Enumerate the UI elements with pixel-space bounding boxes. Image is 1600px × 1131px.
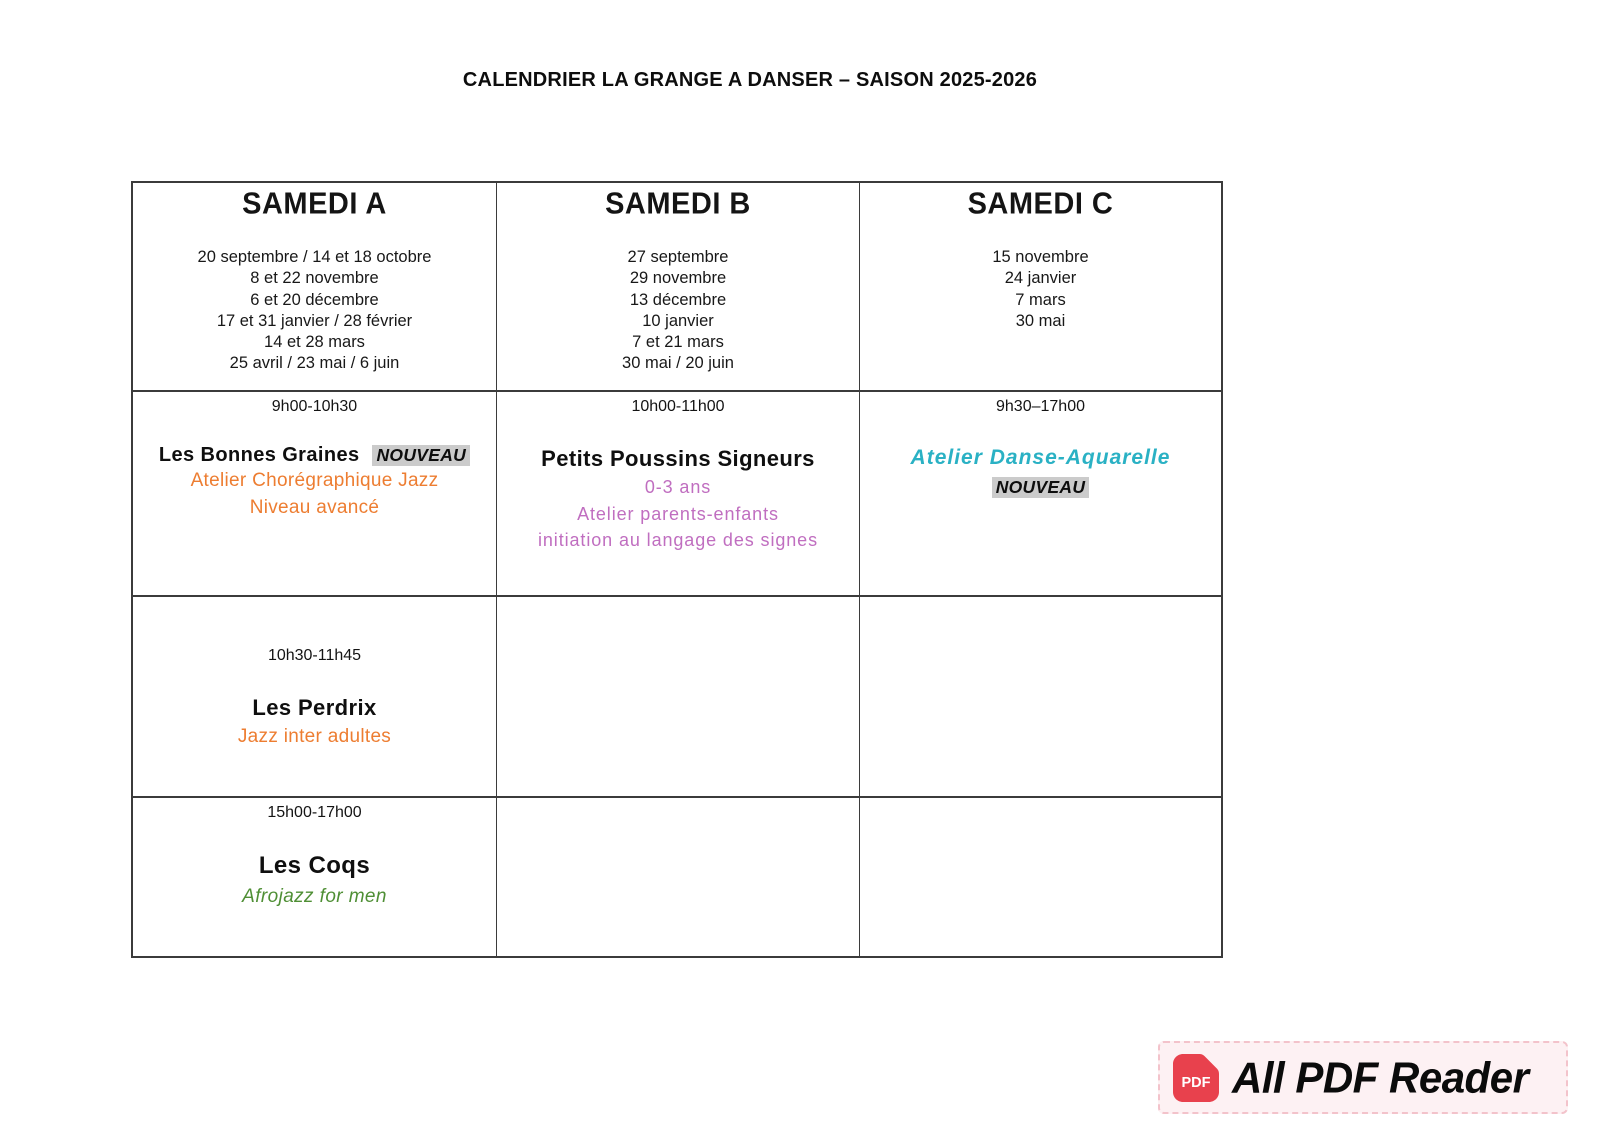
date-line: 7 mars bbox=[1015, 290, 1066, 309]
time-label: 9h30–17h00 bbox=[996, 398, 1085, 415]
dates-list-samedi-a bbox=[198, 247, 432, 375]
activity-cell-atelier-danse-aquarelle bbox=[860, 392, 1221, 597]
activity-title: Les Coqs bbox=[258, 852, 371, 879]
activity-description: initiation au langage des signes bbox=[538, 530, 818, 550]
empty-cell bbox=[497, 798, 860, 956]
header-cell-samedi-b bbox=[497, 183, 860, 392]
nouveau-badge: NOUVEAU bbox=[372, 445, 470, 466]
activity-age-range: 0-3 ans bbox=[644, 477, 712, 497]
activity-content bbox=[238, 693, 391, 750]
activity-title: Les Perdrix bbox=[252, 695, 377, 720]
date-line: 29 novembre bbox=[629, 269, 727, 288]
activity-cell-petits-poussins-signeurs bbox=[497, 392, 860, 597]
date-line: 30 mai bbox=[1015, 311, 1066, 330]
document-title: CALENDRIER LA GRANGE A DANSER – SAISON 2025-2026 bbox=[462, 69, 1038, 91]
date-line: 17 et 31 janvier / 28 février bbox=[216, 311, 413, 330]
activity-subtitle: Afrojazz for men bbox=[242, 886, 387, 907]
empty-cell bbox=[497, 597, 860, 798]
activity-content bbox=[911, 444, 1171, 498]
date-line: 14 et 28 mars bbox=[264, 333, 365, 352]
date-line: 6 et 20 décembre bbox=[250, 290, 379, 309]
activity-title-row bbox=[159, 444, 470, 467]
date-line: 8 et 22 novembre bbox=[250, 269, 379, 288]
pdf-icon-label: PDF bbox=[1181, 1074, 1211, 1091]
activity-title: Les Bonnes Graines bbox=[158, 444, 360, 466]
date-line: 10 janvier bbox=[642, 311, 714, 330]
activity-subtitle: Atelier Chorégraphique Jazz bbox=[190, 470, 439, 491]
column-header-samedi-a: SAMEDI A bbox=[242, 187, 387, 221]
date-line: 25 avril / 23 mai / 6 juin bbox=[229, 354, 400, 373]
activity-subtitle: Atelier parents-enfants bbox=[577, 503, 779, 524]
date-line: 7 et 21 mars bbox=[632, 333, 724, 352]
date-line: 30 mai / 20 juin bbox=[622, 354, 734, 373]
activity-cell-les-bonnes-graines bbox=[133, 392, 497, 597]
activity-content bbox=[242, 850, 387, 912]
header-cell-samedi-a bbox=[133, 183, 497, 392]
empty-cell bbox=[860, 798, 1221, 956]
dates-list-samedi-c bbox=[992, 247, 1088, 332]
watermark-app-name: All PDF Reader bbox=[1232, 1052, 1529, 1102]
date-line: 15 novembre bbox=[992, 248, 1089, 266]
column-header-samedi-b: SAMEDI B bbox=[605, 187, 751, 221]
activity-title: Atelier Danse-Aquarelle bbox=[910, 446, 1171, 469]
calendar-table bbox=[131, 181, 1223, 958]
activity-content bbox=[538, 444, 818, 554]
date-line: 13 décembre bbox=[629, 290, 727, 309]
activity-cell-les-coqs bbox=[133, 798, 497, 956]
activity-subtitle: Jazz inter adultes bbox=[237, 726, 392, 747]
header-cell-samedi-c bbox=[860, 183, 1221, 392]
activity-level: Niveau avancé bbox=[249, 497, 380, 518]
date-line: 20 septembre / 14 et 18 octobre bbox=[197, 248, 432, 266]
activity-cell-les-perdrix bbox=[133, 597, 497, 798]
dates-list-samedi-b bbox=[622, 247, 734, 375]
column-header-samedi-c: SAMEDI C bbox=[967, 187, 1114, 221]
activity-content bbox=[159, 444, 470, 521]
time-label: 10h30-11h45 bbox=[267, 647, 362, 664]
empty-cell bbox=[860, 597, 1221, 798]
pdf-icon bbox=[1173, 1054, 1219, 1102]
time-label: 15h00-17h00 bbox=[267, 804, 362, 821]
time-label: 9h00-10h30 bbox=[271, 398, 358, 415]
date-line: 27 septembre bbox=[627, 248, 729, 266]
watermark-badge[interactable] bbox=[1158, 1041, 1568, 1114]
activity-title: Petits Poussins Signeurs bbox=[541, 446, 815, 471]
date-line: 24 janvier bbox=[1004, 269, 1077, 288]
nouveau-badge: NOUVEAU bbox=[992, 477, 1090, 498]
time-label: 10h00-11h00 bbox=[631, 398, 725, 415]
